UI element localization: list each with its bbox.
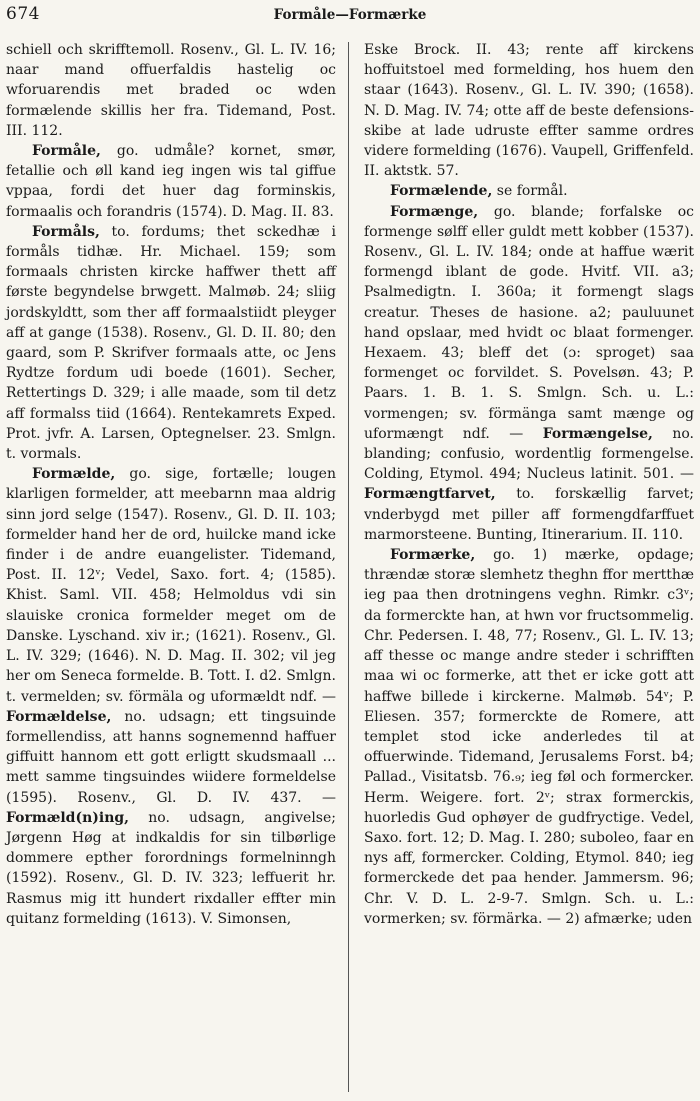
dictionary-entry [6, 464, 336, 929]
entry-text: to. fordums; thet sckedhæ i formåls tidhæ. Hr. Michael. 159; som formaals christen kircke haffwer thett aff første begyndelse brwgett. Malmøb. 24; sliig jordskyldtt, som ther aff formaalstiidt pleyger aff at gange (1538). Rosenv., Gl. D. II. 80; den gaard, som P. Skrifver formaals atte, oc Jens Rydtze fordum udi boede (1601). Secher, Rettertings D. 329; i alle maade, som til detz aff formalss tiid (1664). Rentekamrets Exped. Prot. jvfr. A. Larsen, Optegnelser. 23. Smlgn. t. vormals. [6, 223, 336, 463]
page-number: 674 [6, 4, 40, 24]
entry-headword: Formænge, [390, 203, 479, 220]
dictionary-entry [364, 545, 694, 929]
entry-headword: Formåle, [32, 143, 101, 160]
right-column [364, 40, 694, 929]
column-divider [348, 42, 349, 1092]
entry-headword: Formæld(n)ing, [6, 809, 130, 826]
dictionary-entry [364, 202, 694, 545]
entry-headword: Formængtfarvet, [364, 486, 496, 503]
entry-text: no. udsagn, angivelse; Jørgenn Høg at indkaldis for sin tilbørlige dommere epther forordnings formelninngh (1592). Rosenv., Gl. D. IV. 323; leffuerit hr. Rasmus mig itt hundert rixdaller effter min quitanz formelding (1613). V. Simonsen, [6, 809, 336, 927]
entry-headword: Formåls, [32, 223, 100, 240]
entry-headword: Formældelse, [6, 708, 112, 725]
entry-headword: Formælde, [32, 466, 116, 483]
entry-text: se formål. [492, 183, 568, 200]
entry-headword: Formærke, [390, 547, 476, 564]
page-header [0, 0, 700, 38]
entry-text: Eske Brock. II. 43; rente aff kirckens hoffuitstoel med formelding, hos huem den staar (1643). Rosenv., Gl. L. IV. 390; (1658). N. D. Mag. IV. 74; otte aff de beste defensions-skibe at lade udruste effter samme ordres videre formelding (1676). Vaupell, Griffenfeld. II. aktstk. 57. [364, 42, 694, 180]
dictionary-entry [6, 141, 336, 222]
entry-headword: Formælende, [390, 183, 493, 200]
entry-text: schiell och skrifftemoll. Rosenv., Gl. L. IV. 16; naar mand offuerfaldis hastelig oc wforuarendis met braded oc wden formælende skillis her fra. Tidemand, Post. III. 112. [6, 42, 336, 139]
entry-text: no. blanding; confusio, wordentlig formengelse. Colding, Etymol. 494; Nucleus latinit. 501. — [364, 425, 694, 483]
entry-headword: Formængelse, [542, 425, 653, 442]
entry-text: go. udmåle? kornet, smør, fetallie och øll kand ieg ingen wis tal giffue vppaa, fordi det huer dag forminskis, formaalis och forandris (1574). D. Mag. II. 83. [6, 143, 336, 220]
continued-text [364, 40, 694, 181]
entry-text: no. udsagn; ett tingsuinde formellendiss, att hanns sognemennd haffuer giffuitt hannom ett gott erligtt skudsmaall ... mett samme tingsuindes wiidere formeldelse (1595). Rosenv., Gl. D. IV. 437. — [6, 708, 336, 806]
entry-text: go. sige, fortælle; lougen klarligen formelder, att meebarnn maa aldrig sinn jord selge (1547). Rosenv., Gl. D. II. 103; formelder hand her de ord, huilcke mand icke finder i de andre euangelister. Tidemand, Post. II. 12ᵛ; Vedel, Saxo. fort. 4; (1585). Khist. Saml. VII. 458; Helmoldus vdi sin slauiske cronica formelder meget om de Danske. Lyschand. xiv ir.; (1621). Rosenv., Gl. L. IV. 329; (1646). N. D. Mag. II. 302; vil jeg her om Seneca formelde. B. Tott. I. d2. Smlgn. t. vermelden; sv. förmäla og uformældt ndf. — [6, 466, 336, 705]
running-title: Formåle—Formærke [273, 7, 427, 23]
entry-text: to. forskællig farvet; vnderbygd met piller aff formengdfarffuet marmorsteene. Bunting, Itinerarium. II. 110. [364, 486, 694, 543]
entry-text: go. blande; forfalske oc formenge sølff eller guldt mett kobber (1537). Rosenv., Gl. L. IV. 184; onde at haffue wærit formengd iblant de gode. Hvitf. VII. a3; Psalmedigtn. I. 360a; it formengt slags creatur. Theses de hasione. a2; pauluunet hand opslaar, med hvidt oc blaat formenger. Hexaem. 43; bleff det (ɔ: sproget) saa formenget oc forvildet. S. Povelsøn. 43; P. Paars. 1. B. 1. S. Smlgn. Sch. u. L.: vormengen; sv. förmänga samt mænge og uformængt ndf. — [364, 203, 694, 442]
dictionary-entry [6, 222, 336, 464]
dictionary-entry [364, 181, 694, 201]
entry-text: go. 1) mærke, opdage; thrændæ storæ slemhetz theghn ffor mertthæ ieg paa then drotningens veghn. Rimkr. c3ᵛ; da formerckte han, at hwn vor fructsommelig. Chr. Pedersen. I. 48, 77; Rosenv., Gl. L. IV. 13; aff thesse oc mange andre steder i schrifften maa wi oc formerke, att thet er icke gott att haffwe billede i kirckerne. Malmøb. 54ᵛ; P. Eliesen. 357; formerckte de Romere, att templet stod icke anderledes til at offuerwinde. Tidemand, Jerusalems Forst. b4; Pallad., Visitatsb. 76.₉; ieg føl och formercker. Herm. Weigere. fort. 2ᵛ; strax formerckis, huorledis Gud ophøyer de gudfryctige. Vedel, Saxo. fort. 12; D. Mag. I. 280; suboleo, faar en nys aff, formercker. Colding, Etymol. 840; ieg formerckede det paa hender. Jammersm. 96; Chr. V. D. L. 2-9-7. Smlgn. Sch. u. L.: vormerken; sv. förmärka. — 2) afmærke; uden [364, 547, 694, 927]
left-column [6, 40, 336, 929]
continued-text [6, 40, 336, 141]
